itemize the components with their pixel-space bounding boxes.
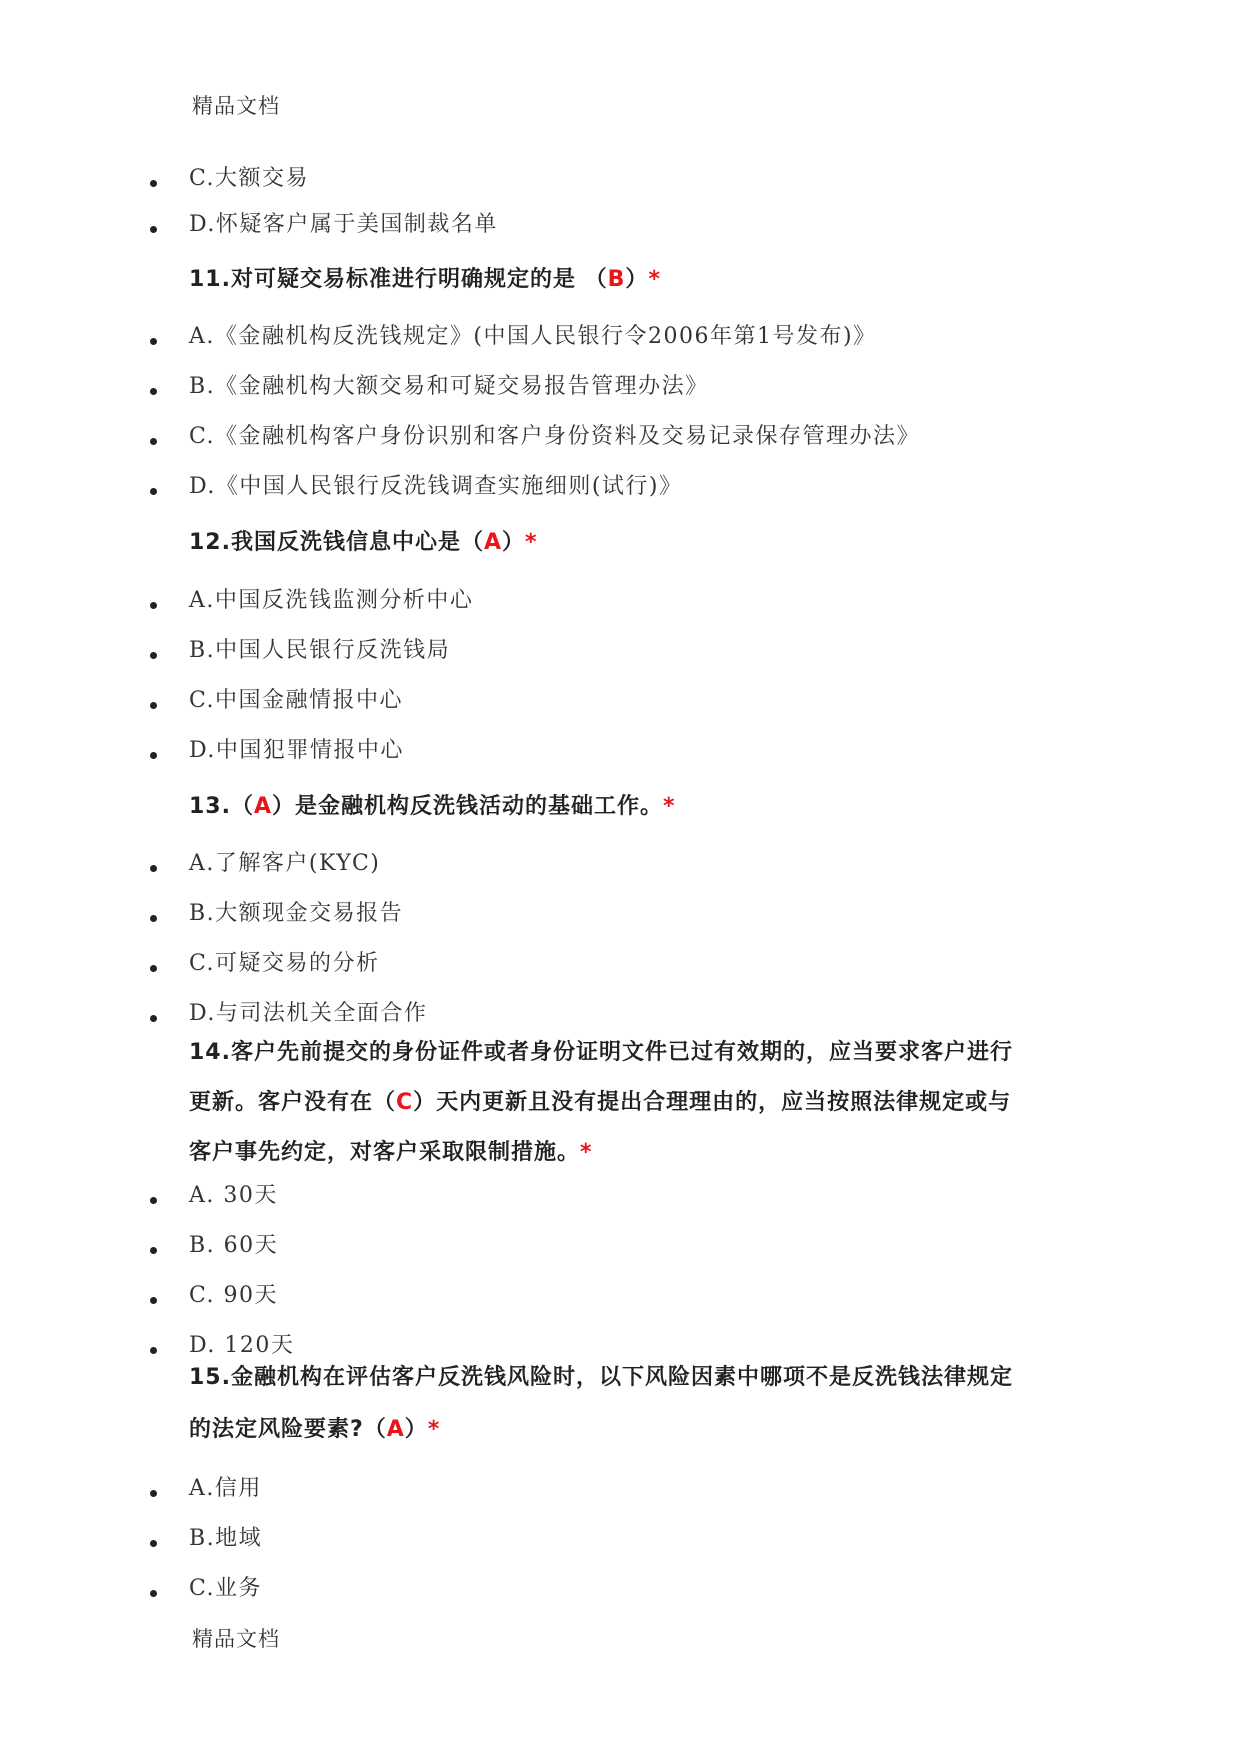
question-12 [189, 529, 538, 557]
option-15b: B.地域 [189, 1526, 263, 1551]
question-14-text-end: 客户事先约定，对客户采取限制措施。 [189, 1140, 581, 1165]
bullet-icon [150, 388, 157, 395]
question-11-text: 11.对可疑交易标准进行明确规定的是 （ [189, 267, 608, 292]
bullet-icon [150, 1197, 157, 1204]
bullet-icon [150, 652, 157, 659]
bullet-icon [150, 1540, 157, 1547]
star-icon: * [525, 530, 538, 555]
option-14c: C. 90天 [189, 1283, 279, 1308]
page-header: 精品文档 [192, 94, 280, 118]
bullet-icon [150, 915, 157, 922]
bullet-icon [150, 1590, 157, 1597]
star-icon: * [427, 1417, 441, 1442]
option-15a: A.信用 [189, 1476, 262, 1501]
option-13a: A.了解客户(KYC) [189, 851, 381, 876]
option-13d: D.与司法机关全面合作 [189, 1001, 428, 1026]
question-11 [189, 266, 661, 294]
bullet-icon [150, 1297, 157, 1304]
question-15-line-1: 15.金融机构在评估客户反洗钱风险时，以下风险因素中哪项不是反洗钱法律规定 [189, 1365, 1013, 1390]
question-15-line-2 [189, 1416, 440, 1444]
bullet-icon [150, 1015, 157, 1022]
bullet-icon [150, 702, 157, 709]
option-12b: B.中国人民银行反洗钱局 [189, 638, 451, 663]
bullet-icon [150, 226, 157, 233]
bullet-icon [150, 752, 157, 759]
option-10c: C.大额交易 [189, 166, 310, 191]
option-14b: B. 60天 [189, 1233, 279, 1258]
option-12a: A.中国反洗钱监测分析中心 [189, 588, 474, 613]
option-14a: A. 30天 [189, 1183, 278, 1208]
answer-12: A [483, 530, 503, 555]
question-14-line-2 [189, 1089, 1011, 1117]
answer-13: A [253, 794, 273, 819]
page-footer: 精品文档 [192, 1627, 280, 1651]
bullet-icon [150, 1490, 157, 1497]
option-10d: D.怀疑客户属于美国制裁名单 [189, 212, 498, 237]
option-11d: D.《中国人民银行反洗钱调查实施细则(试行)》 [189, 474, 683, 499]
question-13-text: 13.（ [189, 794, 254, 819]
bullet-icon [150, 438, 157, 445]
option-13c: C.可疑交易的分析 [189, 951, 380, 976]
question-14-text-after: ）天内更新且没有提出合理理由的，应当按照法律规定或与 [413, 1090, 1012, 1115]
option-12c: C.中国金融情报中心 [189, 688, 404, 713]
option-15c: C.业务 [189, 1576, 263, 1601]
option-12d: D.中国犯罪情报中心 [189, 738, 404, 763]
question-12-close: ） [502, 530, 526, 555]
option-13b: B.大额现金交易报告 [189, 901, 404, 926]
question-11-close: ） [625, 267, 649, 292]
bullet-icon [150, 602, 157, 609]
bullet-icon [150, 1247, 157, 1254]
option-14d: D. 120天 [189, 1333, 295, 1358]
star-icon: * [580, 1140, 593, 1165]
question-15-close: ） [404, 1417, 428, 1442]
option-11c: C.《金融机构客户身份识别和客户身份资料及交易记录保存管理办法》 [189, 424, 921, 449]
option-11b: B.《金融机构大额交易和可疑交易报告管理办法》 [189, 374, 709, 399]
answer-15: A [386, 1417, 405, 1442]
bullet-icon [150, 180, 157, 187]
bullet-icon [150, 865, 157, 872]
option-11a: A.《金融机构反洗钱规定》(中国人民银行令2006年第1号发布)》 [189, 324, 877, 349]
question-14-line-1: 14.客户先前提交的身份证件或者身份证明文件已过有效期的，应当要求客户进行 [189, 1040, 1013, 1065]
question-15-text: 的法定风险要素?（ [189, 1417, 387, 1442]
bullet-icon [150, 338, 157, 345]
bullet-icon [150, 1347, 157, 1354]
answer-11: B [607, 267, 626, 292]
question-13 [189, 793, 676, 821]
answer-14: C [396, 1090, 414, 1115]
star-icon: * [648, 267, 661, 292]
star-icon: * [663, 794, 676, 819]
question-14-text: 更新。客户没有在（ [189, 1090, 397, 1115]
question-14-line-3 [189, 1139, 593, 1167]
bullet-icon [150, 965, 157, 972]
question-12-text: 12.我国反洗钱信息中心是（ [189, 530, 484, 555]
bullet-icon [150, 488, 157, 495]
question-13-close: ）是金融机构反洗钱活动的基础工作。 [272, 794, 664, 819]
